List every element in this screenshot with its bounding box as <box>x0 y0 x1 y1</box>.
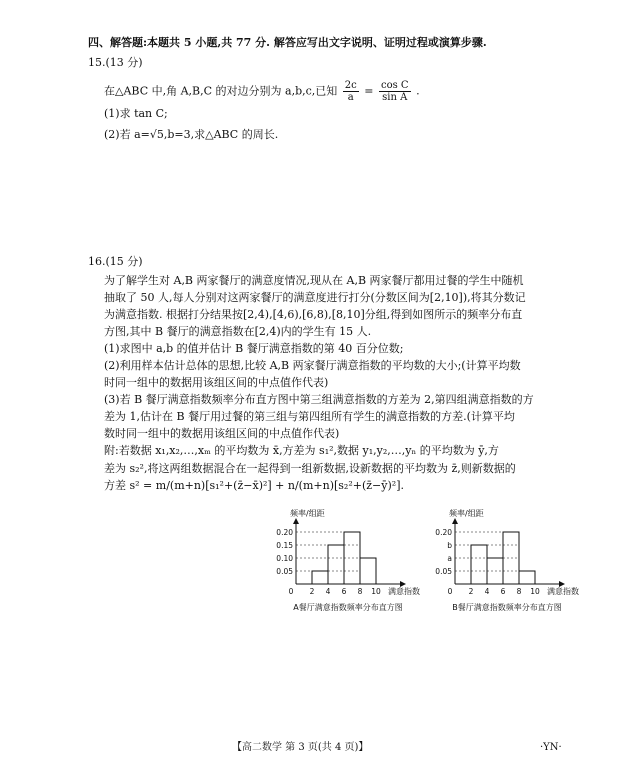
equals-sign: = <box>364 84 374 98</box>
histogram-bar <box>360 558 376 584</box>
histogram-bar <box>328 545 344 584</box>
section-header: 四、解答题:本题共 5 小题,共 77 分. 解答应写出文字说明、证明过程或演算步骤. <box>88 36 487 49</box>
x-axis-label: 满意指数 <box>547 587 579 596</box>
x-tick-label: 8 <box>357 587 363 596</box>
y-tick-label: 0.20 <box>435 528 452 537</box>
q16-number: 16.(15 分) <box>88 255 143 268</box>
q16-line: 数时同一组中的数据用该组区间的中点值作代表) <box>104 427 340 441</box>
fraction-2c-over-a: $\frac{2c}{a}$ <box>344 80 357 103</box>
x-axis-label: 满意指数 <box>388 587 420 596</box>
q16-line: 抽取了 50 人,每人分别对这两家餐厅的满意度进行打分(分数区间为[2,10]),将其分数记 <box>104 291 526 305</box>
x-tick-label: 10 <box>371 587 381 596</box>
x-tick-label: 0 <box>288 587 294 596</box>
fraction-cosc-over-sina: $\frac{\text{cos C}}{\text{sin A}}$ <box>380 80 409 103</box>
chart-title: B餐厅满意指数频率分布直方图 <box>452 603 562 612</box>
q15-part1: (1)求 tan C; <box>104 107 168 120</box>
q16-line: 差为 1,估计在 B 餐厅用过餐的第三组与第四组所有学生的满意指数的方差.(计算平均 <box>104 410 515 424</box>
q15-number: 15.(13 分) <box>88 56 143 69</box>
y-tick-label: b <box>447 541 452 550</box>
x-tick-label: 2 <box>309 587 315 596</box>
q16-body <box>104 272 534 494</box>
histogram-bar <box>519 571 535 584</box>
q16-line: (1)求图中 a,b 的值并估计 B 餐厅满意指数的第 40 百分位数; <box>104 342 404 356</box>
q16-line: 附:若数据 x₁,x₂,…,xₘ 的平均数为 x̄,方差为 s₁²,数据 y₁,y₂,…,yₙ 的平均数为 ȳ,方 <box>104 444 499 458</box>
x-tick-label: 2 <box>468 587 474 596</box>
q16-line: 方图,其中 B 餐厅的满意指数在[2,4)内的学生有 15 人. <box>104 325 372 339</box>
x-tick-label: 4 <box>325 587 331 596</box>
q16-line: 方差 s² = m/(m+n)[s₁²+(z̄−x̄)²] + n/(m+n)[s₂²+(z̄−ȳ)²]. <box>104 478 404 492</box>
y-tick-label: 0.05 <box>435 567 452 576</box>
x-tick-label: 10 <box>530 587 540 596</box>
y-tick-label: a <box>447 554 452 563</box>
q16-line: (3)若 B 餐厅满意指数频率分布直方图中第三组满意指数的方差为 2,第四组满意指数的方 <box>104 393 534 407</box>
q15-stem: 在△ABC 中,角 A,B,C 的对边分别为 a,b,c,已知 $\frac{2c}{a}$ = $\frac{\text{cos C}}{\text{sin A}}$ . <box>104 80 420 103</box>
y-axis-arrow <box>293 518 299 524</box>
histogram-b <box>427 508 587 620</box>
footer-code: ·YN· <box>540 742 562 753</box>
x-tick-label: 6 <box>341 587 347 596</box>
histogram-bar <box>471 545 487 584</box>
q16-line: (2)利用样本估计总体的思想,比较 A,B 两家餐厅满意指数的平均数的大小;(计算平均数 <box>104 359 521 373</box>
q16-line: 时同一组中的数据用该组区间的中点值作代表) <box>104 376 329 390</box>
q16-line: 为满意指数. 根据打分结果按[2,4),[4,6),[6,8),[8,10]分组,得到如图所示的频率分布直 <box>104 308 523 322</box>
histogram-bar <box>312 571 328 584</box>
y-tick-label: 0.15 <box>276 541 293 550</box>
x-tick-label: 8 <box>516 587 522 596</box>
histogram-a <box>268 508 428 620</box>
y-axis-label: 频率/组距 <box>449 509 484 518</box>
x-tick-label: 6 <box>500 587 506 596</box>
y-axis-arrow <box>452 518 458 524</box>
q15-part2: (2)若 a=√5,b=3,求△ABC 的周长. <box>104 128 279 141</box>
x-tick-label: 4 <box>484 587 490 596</box>
chart-title: A餐厅满意指数频率分布直方图 <box>293 603 403 612</box>
q16-line: 为了解学生对 A,B 两家餐厅的满意度情况,现从在 A,B 两家餐厅都用过餐的学生中随机 <box>104 274 524 287</box>
y-tick-label: 0.05 <box>276 567 293 576</box>
y-axis-label: 频率/组距 <box>290 509 325 518</box>
page-footer: 【高二数学 第 3 页(共 4 页)】 <box>232 742 369 753</box>
x-tick-label: 0 <box>447 587 453 596</box>
q16-line: 差为 s₂²,将这两组数据混合在一起得到一组新数据,设新数据的平均数为 z̄,则新数据的 <box>104 461 516 475</box>
y-tick-label: 0.10 <box>276 554 293 563</box>
q15-stem-text: 在△ABC 中,角 A,B,C 的对边分别为 a,b,c,已知 <box>104 84 338 98</box>
y-tick-label: 0.20 <box>276 528 293 537</box>
